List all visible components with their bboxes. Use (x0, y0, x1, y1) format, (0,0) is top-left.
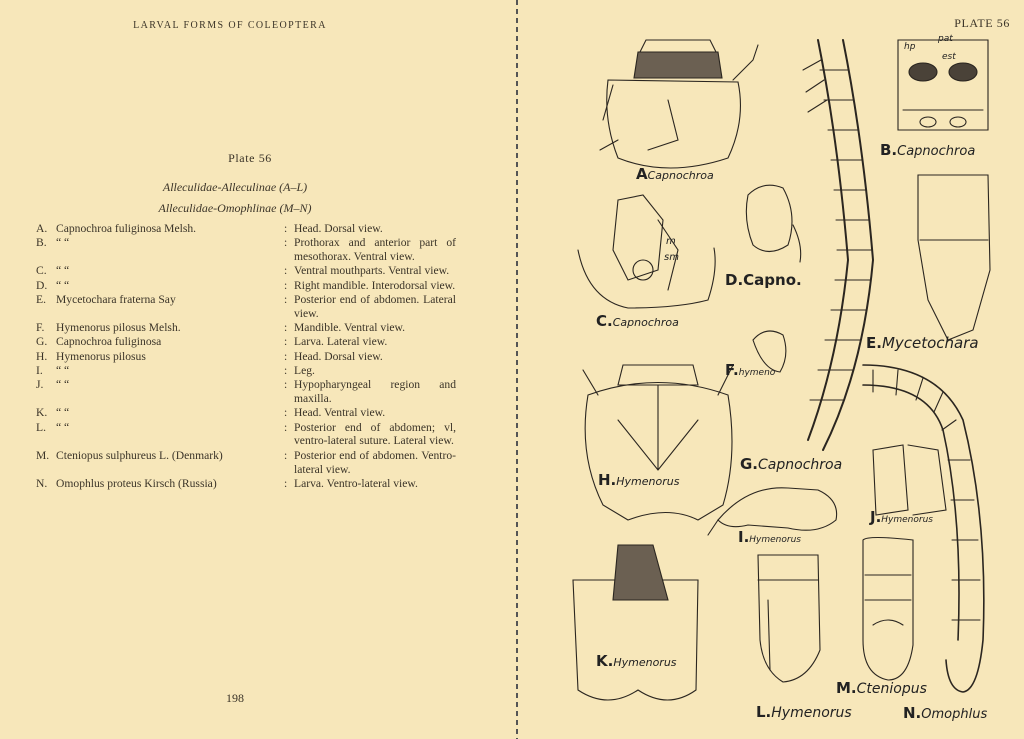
entry-colon: : (284, 278, 288, 292)
entry-species: “ “ (56, 236, 70, 250)
legend-entry (36, 236, 456, 264)
figure-a-drawing (600, 40, 758, 168)
figure-genus: Hymenorus (881, 515, 933, 525)
entry-species: Omophlus proteus Kirsch (Russia) (56, 476, 217, 490)
figure-letter: D. (725, 271, 744, 289)
legend-entry (36, 449, 456, 477)
figure-n-drawing (863, 365, 984, 692)
figure-j-label (870, 507, 933, 526)
figure-m-label (836, 678, 927, 697)
figure-e-drawing (918, 175, 990, 340)
entry-colon: : (284, 378, 288, 392)
figure-j-drawing (873, 445, 946, 515)
entry-letter: G. (36, 335, 48, 349)
entry-colon: : (284, 222, 288, 235)
figure-genus: Hymenorus (616, 475, 680, 488)
figure-letter: L. (756, 703, 772, 721)
figure-genus: Capnochroa (647, 169, 714, 182)
figure-h-label (598, 470, 679, 489)
legend-entry (36, 279, 456, 293)
entry-colon: : (284, 349, 288, 363)
entry-colon: : (284, 292, 288, 306)
figure-letter: C. (596, 312, 613, 330)
entry-description: Head. Dorsal view. (294, 349, 383, 363)
figure-e-label (866, 333, 979, 352)
entry-description: Posterior end of abdomen; vl, ventro-lateral suture. Lateral view. (294, 420, 456, 448)
figure-d-drawing (746, 185, 800, 262)
entry-description: Larva. Ventro-lateral view. (294, 476, 418, 490)
subtitle-omophlinae: Alleculidae-Omophlinae (M–N) (158, 201, 312, 215)
entry-letter: J. (36, 378, 44, 392)
figure-a-label (636, 164, 714, 183)
entry-species: Hymenorus pilosus (56, 349, 146, 363)
annotation-hp: hp (904, 42, 916, 52)
figure-genus: Capno. (743, 271, 802, 289)
entry-colon: : (284, 236, 288, 250)
entry-letter: M. (36, 448, 50, 462)
entry-colon: : (284, 335, 288, 349)
legend-entry (36, 293, 456, 321)
figure-d-label (725, 270, 802, 289)
entry-colon: : (284, 420, 288, 434)
annotation-est: est (942, 52, 956, 62)
legend-entry (36, 335, 456, 349)
right-page (518, 0, 1024, 739)
legend-entry (36, 406, 456, 420)
figure-letter: F. (725, 361, 739, 379)
entry-letter: N. (36, 476, 48, 490)
figure-i-label (738, 527, 801, 546)
entry-letter: K. (36, 406, 48, 420)
entry-description: Head. Dorsal view. (294, 222, 383, 235)
entry-species: Cteniopus sulphureus L. (Denmark) (56, 448, 223, 462)
entry-species: Mycetochara fraterna Say (56, 292, 176, 306)
figure-letter: K. (596, 652, 614, 670)
entry-species: “ “ (56, 420, 70, 434)
entry-colon: : (284, 363, 288, 377)
figure-g-drawing (803, 40, 873, 450)
plate-legend (36, 222, 456, 491)
page-number: 198 (226, 691, 244, 705)
entry-species: “ “ (56, 264, 70, 278)
figure-genus: Capnochroa (758, 457, 843, 473)
entry-letter: L. (36, 420, 46, 434)
figure-letter: H. (598, 471, 617, 489)
figure-letter: J. (870, 508, 882, 526)
entry-description: Larva. Lateral view. (294, 335, 388, 349)
entry-description: Right mandible. Interodorsal view. (294, 278, 456, 292)
figure-letter: G. (740, 455, 759, 473)
legend-entry (36, 364, 456, 378)
entry-species: “ “ (56, 278, 70, 292)
entry-letter: H. (36, 349, 48, 363)
figure-c-drawing (578, 195, 715, 308)
figure-letter: N. (903, 704, 922, 722)
entry-description: Head. Ventral view. (294, 406, 386, 420)
figure-n-label (903, 703, 987, 722)
entry-species: Capnochroa fuliginosa Melsh. (56, 222, 197, 235)
entry-species: Capnochroa fuliginosa (56, 335, 162, 349)
entry-colon: : (284, 448, 288, 462)
entry-description: Ventral mouthparts. Ventral view. (294, 264, 450, 278)
entry-colon: : (284, 476, 288, 490)
figure-c-label (596, 311, 679, 330)
figure-genus: Omophlus (921, 707, 988, 722)
plate-number: PLATE 56 (954, 16, 1010, 30)
legend-entry (36, 421, 456, 449)
legend-entry (36, 264, 456, 278)
entry-description: Prothorax and anterior part of mesothorax. Ventral view. (294, 236, 456, 264)
figure-l-drawing (758, 555, 820, 682)
figure-letter: B. (880, 141, 898, 159)
figure-genus: Cteniopus (856, 681, 927, 697)
entry-letter: E. (36, 292, 46, 306)
figure-l-label (756, 702, 852, 721)
entry-colon: : (284, 321, 288, 335)
legend-entry (36, 222, 456, 236)
figure-genus: Hymenorus (749, 535, 801, 545)
figure-genus: Mycetochara (881, 334, 979, 352)
figure-letter: E. (866, 334, 882, 352)
figure-g-label (740, 454, 842, 473)
figure-genus: Hymenorus (771, 705, 852, 721)
entry-description: Posterior end of abdomen. Ventro-lateral view. (294, 448, 456, 476)
figure-k-drawing (573, 545, 698, 700)
entry-letter: F. (36, 321, 45, 335)
entry-species: “ “ (56, 378, 70, 392)
entry-colon: : (284, 406, 288, 420)
entry-description: Leg. (294, 363, 315, 377)
figure-b-label (880, 140, 975, 159)
figure-genus: Capnochroa (897, 144, 976, 159)
annotation-pat: pat (938, 34, 953, 44)
entry-letter: D. (36, 278, 48, 292)
figure-genus: Capnochroa (612, 316, 679, 329)
annotation-sm: sm (664, 252, 679, 263)
running-head: LARVAL FORMS OF COLEOPTERA (133, 20, 327, 31)
entry-description: Posterior end of abdomen. Lateral view. (294, 292, 456, 320)
entry-species: Hymenorus pilosus Melsh. (56, 321, 181, 335)
figure-genus: hymeno (738, 368, 776, 378)
figure-f-label (725, 360, 775, 379)
entry-description: Mandible. Ventral view. (294, 321, 406, 335)
figure-letter: M. (836, 679, 857, 697)
entry-colon: : (284, 264, 288, 278)
legend-entry (36, 350, 456, 364)
entry-species: “ “ (56, 363, 70, 377)
legend-entry (36, 321, 456, 335)
annotation-m: m (666, 236, 676, 247)
legend-entry (36, 378, 456, 406)
figure-letter: A (636, 165, 648, 183)
figure-m-drawing (863, 538, 913, 681)
figure-h-drawing (583, 365, 733, 520)
entry-letter: I. (36, 363, 43, 377)
legend-entry (36, 477, 456, 491)
figure-letter: I. (738, 528, 750, 546)
entry-letter: B. (36, 236, 47, 250)
entry-letter: C. (36, 264, 47, 278)
entry-description: Hypopharyngeal region and maxilla. (294, 378, 456, 406)
subtitle-alleculinae: Alleculidae-Alleculinae (A–L) (162, 180, 308, 194)
entry-species: “ “ (56, 406, 70, 420)
plate-title: Plate 56 (228, 151, 272, 165)
figure-k-label (596, 651, 677, 670)
figure-genus: Hymenorus (613, 656, 677, 669)
entry-letter: A. (36, 222, 48, 235)
